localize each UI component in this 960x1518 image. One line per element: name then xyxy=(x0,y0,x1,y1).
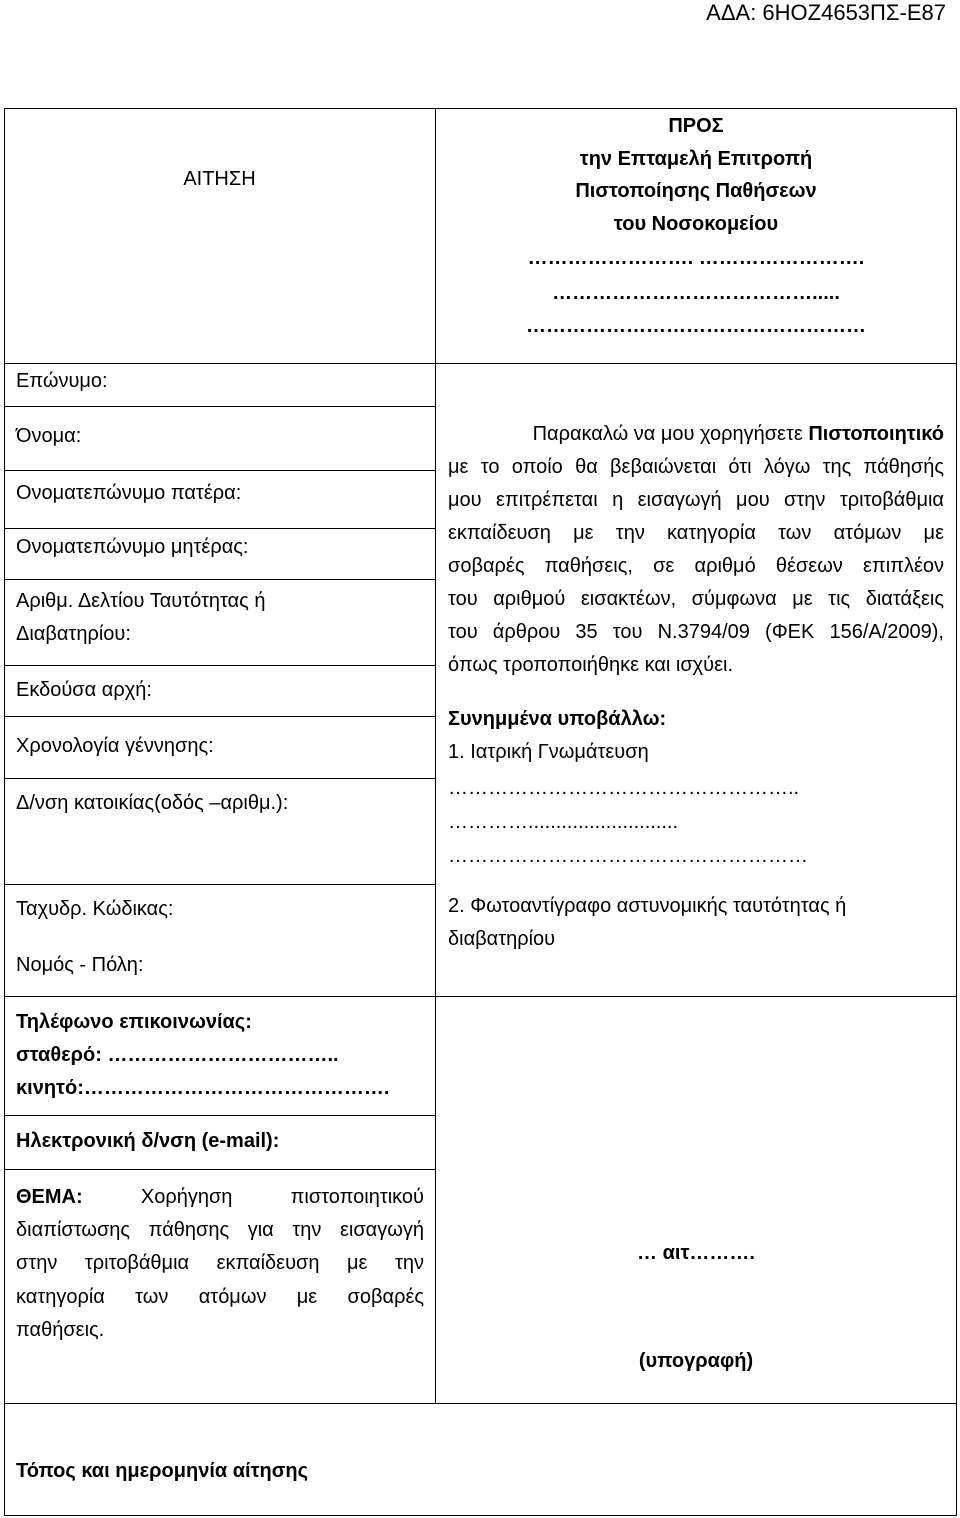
attachment-2-line-1: 2. Φωτοαντίγραφο αστυνομικής ταυτότητας ή xyxy=(448,895,847,917)
divider-address xyxy=(4,884,435,885)
request-line-8: όπως τροποποιήθηκε και ισχύει. xyxy=(448,654,734,676)
subject-line-2: διαπίστωσης πάθησης για την εισαγωγή xyxy=(16,1219,424,1241)
request-line-1 xyxy=(448,418,944,451)
attachment-1-dots-1: …………………………………………….. xyxy=(448,777,800,799)
request-line-7: του άρθρου 35 του Ν.3794/09 (ΦΕΚ 156/Α/2009), xyxy=(448,621,944,643)
request-line-6: του αριθμού εισακτέων, σύμφωνα με τις διατάξεις xyxy=(448,588,944,610)
name-label: Όνομα: xyxy=(16,425,82,447)
recipient-line-3: του Νοσοκομείου xyxy=(613,213,779,235)
subject-line-1 xyxy=(16,1181,424,1214)
request-line-4: εκπαίδευση με την κατηγορία των ατόμων με xyxy=(448,522,944,544)
issuing-authority-label: Εκδούσα αρχή: xyxy=(16,679,152,701)
divider-signature xyxy=(4,1403,957,1404)
divider-id xyxy=(4,665,435,666)
form-title: ΑΙΤΗΣΗ xyxy=(183,168,256,190)
mobile-label: κινητό:………………………………………. xyxy=(16,1077,390,1099)
father-name-label: Ονοματεπώνυμο πατέρα: xyxy=(16,482,242,504)
recipient-line-2: Πιστοποίησης Παθήσεων xyxy=(575,180,817,202)
subject-label: ΘΕΜΑ: xyxy=(16,1186,83,1208)
id-label-line-2: Διαβατηρίου: xyxy=(16,623,131,645)
divider-authority xyxy=(4,716,435,717)
place-date-label: Τόπος και ημερομηνία αίτησης xyxy=(16,1460,309,1482)
attachment-1-dots-3: ……………………………………………… xyxy=(448,845,808,867)
divider-father xyxy=(4,528,435,529)
attachment-2-line-2: διαβατηρίου xyxy=(448,928,556,950)
request-line-1-text: Παρακαλώ να μου χορηγήσετε xyxy=(532,423,809,445)
request-certificate: Πιστοποιητικό xyxy=(808,423,944,445)
attachment-1-dots-2: …………........................... xyxy=(448,811,679,833)
ada-code: ΑΔΑ: 6ΗΟΖ4653ΠΣ-Ε87 xyxy=(706,0,946,25)
attachment-1: 1. Ιατρική Γνωμάτευση xyxy=(448,741,649,763)
request-line-2: με το οποίο θα βεβαιώνεται ότι λόγω της πάθησής xyxy=(448,456,944,478)
mother-name-label: Ονοματεπώνυμο μητέρας: xyxy=(16,536,249,558)
divider-surname xyxy=(4,406,435,407)
applicant-line: … αιτ………. xyxy=(637,1242,755,1264)
recipient-dots-2: …………………………………..... xyxy=(552,282,840,304)
signature-label: (υπογραφή) xyxy=(638,1350,754,1372)
divider-location xyxy=(4,996,957,997)
attachments-heading: Συνημμένα υποβάλλω: xyxy=(448,708,667,730)
divider-header xyxy=(4,363,957,364)
divider-mother xyxy=(4,579,435,580)
recipient-line-1: την Επταμελή Επιτροπή xyxy=(579,148,813,170)
address-label: Δ/νση κατοικίας(οδός –αριθμ.): xyxy=(16,792,289,814)
id-label-line-1: Αριθμ. Δελτίου Ταυτότητας ή xyxy=(16,590,266,612)
subject-line-3: στην τριτοβάθμια εκπαίδευση με την xyxy=(16,1252,424,1274)
request-line-3: μου επιτρέπεται η εισαγωγή μου στην τριτοβάθμια xyxy=(448,489,944,511)
landline-label: σταθερό: …………………………….. xyxy=(16,1044,339,1066)
surname-label: Επώνυμο: xyxy=(16,370,108,392)
phone-label: Τηλέφωνο επικοινωνίας: xyxy=(16,1011,252,1033)
divider-birth xyxy=(4,778,435,779)
recipient-to: ΠΡΟΣ xyxy=(668,115,724,137)
recipient-dots-1: ……………………. ……………………. xyxy=(527,247,865,269)
prefecture-city-label: Νομός - Πόλη: xyxy=(16,954,144,976)
divider-phone xyxy=(4,1115,435,1116)
birth-date-label: Χρονολογία γέννησης: xyxy=(16,735,214,757)
recipient-dots-3: …………………………………………… xyxy=(526,315,866,337)
request-line-5: σοβαρές παθήσεις, σε αριθμό θέσεων επιπλέον xyxy=(448,555,944,577)
email-label: Ηλεκτρονική δ/νση (e-mail): xyxy=(16,1130,280,1152)
postal-code-label: Ταχυδρ. Κώδικας: xyxy=(16,898,174,920)
divider-name xyxy=(4,470,435,471)
subject-line-1-text: Χορήγηση πιστοποιητικού xyxy=(140,1186,424,1208)
divider-email xyxy=(4,1169,435,1170)
subject-line-4: κατηγορία των ατόμων με σοβαρές xyxy=(16,1286,424,1308)
subject-line-5: παθήσεις. xyxy=(16,1319,105,1341)
